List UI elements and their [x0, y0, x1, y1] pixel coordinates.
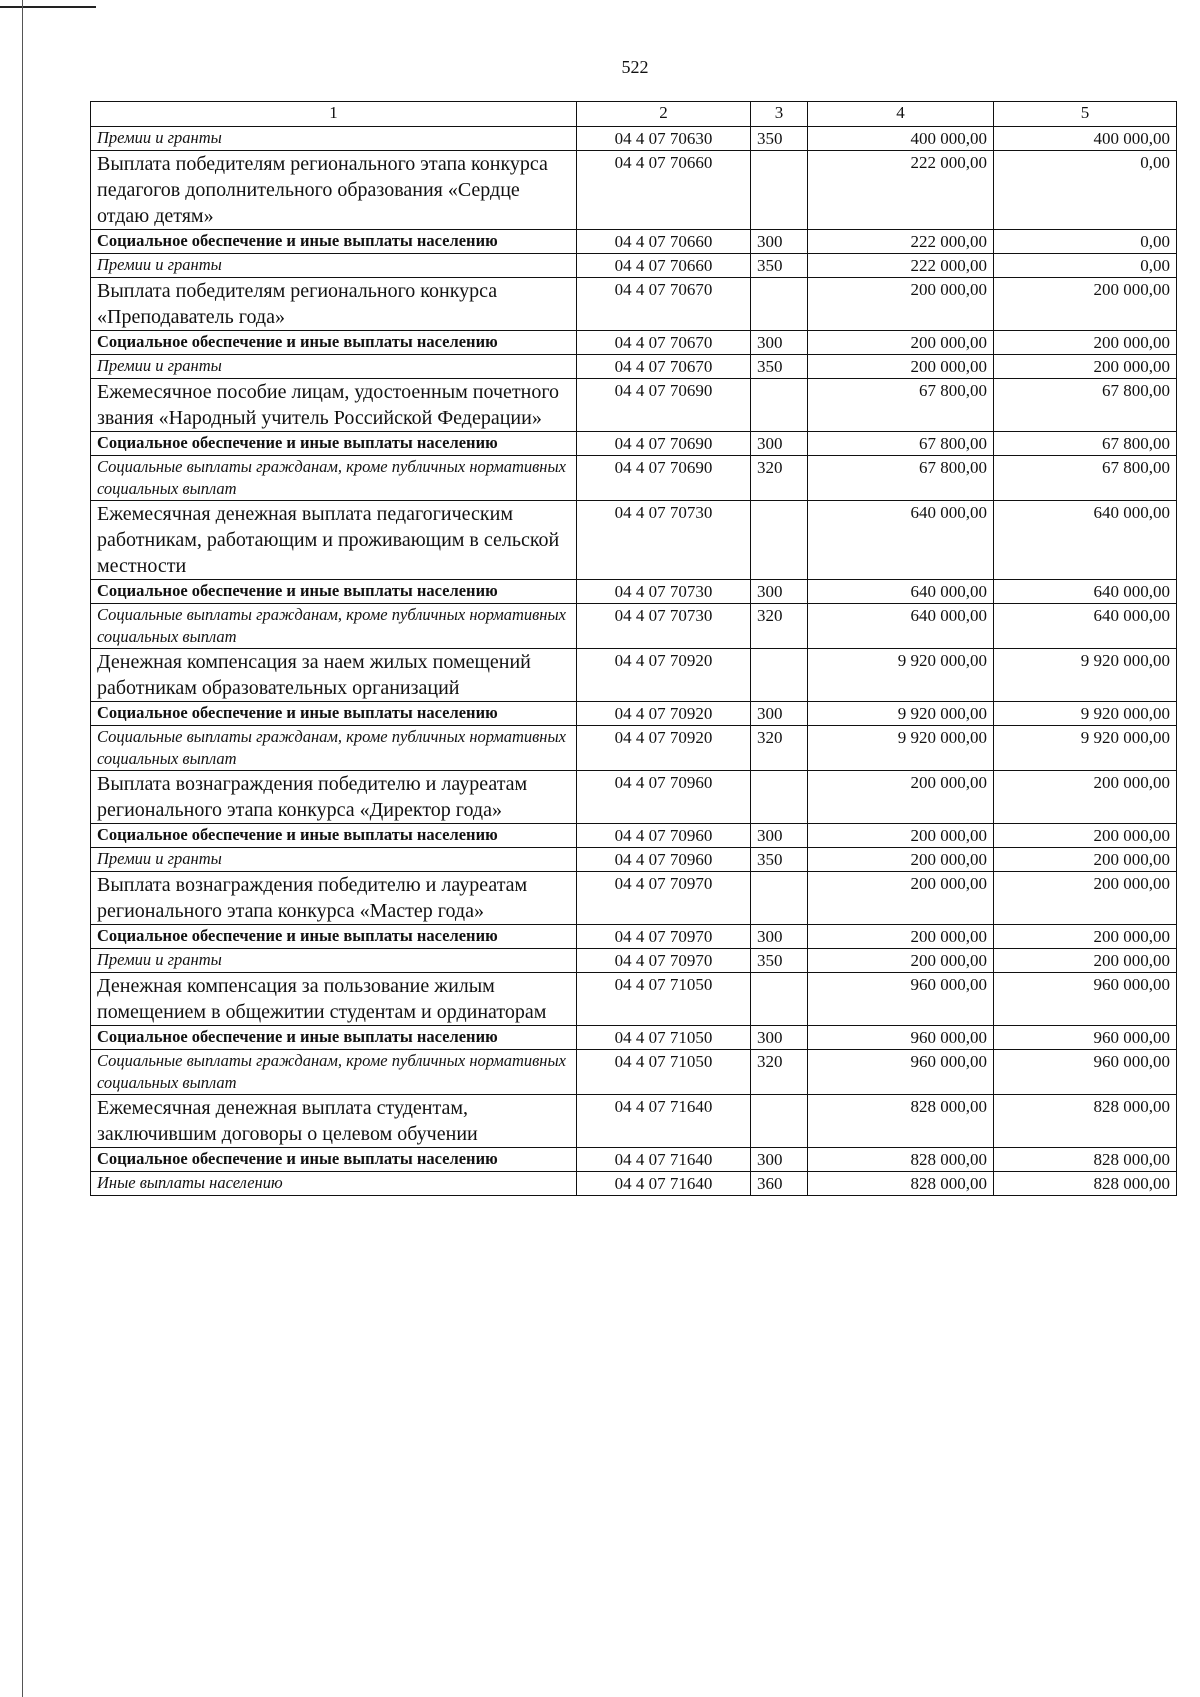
- row-name: Премии и гранты: [91, 848, 577, 872]
- row-expense-type: [751, 973, 808, 1026]
- table-row: [91, 604, 1177, 649]
- row-name: Выплата победителям регионального конкурса «Преподаватель года»: [91, 278, 577, 331]
- row-name: Социальные выплаты гражданам, кроме публичных нормативных социальных выплат: [91, 726, 577, 771]
- row-name: Выплата победителям регионального этапа конкурса педагогов дополнительного образования «Сердце отдаю детям»: [91, 151, 577, 230]
- budget-table: [90, 101, 1177, 1196]
- row-amount-year2: 0,00: [994, 254, 1177, 278]
- row-name: Денежная компенсация за пользование жилым помещением в общежитии студентам и ординаторам: [91, 973, 577, 1026]
- table-row: [91, 925, 1177, 949]
- table-row: [91, 230, 1177, 254]
- row-target-code: 04 4 07 70960: [577, 848, 751, 872]
- row-target-code: 04 4 07 70630: [577, 127, 751, 151]
- row-amount-year1: 67 800,00: [808, 456, 994, 501]
- row-amount-year1: 67 800,00: [808, 432, 994, 456]
- row-target-code: 04 4 07 71640: [577, 1148, 751, 1172]
- row-name: Социальное обеспечение и иные выплаты населению: [91, 925, 577, 949]
- row-amount-year2: 200 000,00: [994, 925, 1177, 949]
- row-target-code: 04 4 07 70970: [577, 949, 751, 973]
- row-name: Ежемесячная денежная выплата педагогическим работникам, работающим и проживающим в сельской местности: [91, 501, 577, 580]
- row-name: Социальное обеспечение и иные выплаты населению: [91, 1148, 577, 1172]
- row-amount-year1: 200 000,00: [808, 331, 994, 355]
- row-amount-year1: 960 000,00: [808, 973, 994, 1026]
- row-expense-type: [751, 771, 808, 824]
- table-row: [91, 1172, 1177, 1196]
- row-amount-year2: 960 000,00: [994, 1050, 1177, 1095]
- row-target-code: 04 4 07 70960: [577, 824, 751, 848]
- row-name: Социальное обеспечение и иные выплаты населению: [91, 1026, 577, 1050]
- row-amount-year2: 67 800,00: [994, 456, 1177, 501]
- row-amount-year1: 640 000,00: [808, 604, 994, 649]
- row-amount-year2: 67 800,00: [994, 432, 1177, 456]
- row-amount-year1: 200 000,00: [808, 355, 994, 379]
- row-expense-type: 300: [751, 1026, 808, 1050]
- row-name: Социальное обеспечение и иные выплаты населению: [91, 580, 577, 604]
- row-expense-type: 350: [751, 949, 808, 973]
- row-expense-type: [751, 501, 808, 580]
- row-target-code: 04 4 07 70690: [577, 432, 751, 456]
- row-target-code: 04 4 07 70920: [577, 649, 751, 702]
- column-number: 4: [808, 102, 994, 127]
- row-amount-year1: 828 000,00: [808, 1148, 994, 1172]
- row-target-code: 04 4 07 70970: [577, 872, 751, 925]
- row-target-code: 04 4 07 70670: [577, 355, 751, 379]
- row-amount-year1: 200 000,00: [808, 848, 994, 872]
- row-amount-year1: 222 000,00: [808, 230, 994, 254]
- table-row: [91, 1050, 1177, 1095]
- row-target-code: 04 4 07 70730: [577, 580, 751, 604]
- row-amount-year2: 200 000,00: [994, 949, 1177, 973]
- row-amount-year2: 200 000,00: [994, 771, 1177, 824]
- row-target-code: 04 4 07 70660: [577, 151, 751, 230]
- table-row: [91, 331, 1177, 355]
- row-target-code: 04 4 07 70730: [577, 501, 751, 580]
- row-amount-year1: 960 000,00: [808, 1050, 994, 1095]
- table-row: [91, 973, 1177, 1026]
- row-expense-type: [751, 1095, 808, 1148]
- row-target-code: 04 4 07 70960: [577, 771, 751, 824]
- table-row: [91, 151, 1177, 230]
- row-target-code: 04 4 07 70970: [577, 925, 751, 949]
- row-amount-year1: 9 920 000,00: [808, 702, 994, 726]
- row-amount-year1: 222 000,00: [808, 254, 994, 278]
- row-target-code: 04 4 07 70920: [577, 726, 751, 771]
- row-amount-year2: 200 000,00: [994, 872, 1177, 925]
- row-target-code: 04 4 07 70670: [577, 331, 751, 355]
- table-row: [91, 379, 1177, 432]
- table-row: [91, 726, 1177, 771]
- row-amount-year2: 960 000,00: [994, 1026, 1177, 1050]
- row-amount-year2: 640 000,00: [994, 580, 1177, 604]
- row-expense-type: 350: [751, 254, 808, 278]
- row-amount-year2: 828 000,00: [994, 1148, 1177, 1172]
- row-amount-year2: 9 920 000,00: [994, 649, 1177, 702]
- row-amount-year1: 640 000,00: [808, 580, 994, 604]
- table-row: [91, 949, 1177, 973]
- row-expense-type: [751, 872, 808, 925]
- row-name: Премии и гранты: [91, 254, 577, 278]
- row-expense-type: 300: [751, 432, 808, 456]
- row-name: Социальное обеспечение и иные выплаты населению: [91, 432, 577, 456]
- row-target-code: 04 4 07 70690: [577, 456, 751, 501]
- row-expense-type: 300: [751, 925, 808, 949]
- row-expense-type: 350: [751, 355, 808, 379]
- row-expense-type: 350: [751, 127, 808, 151]
- row-amount-year1: 828 000,00: [808, 1095, 994, 1148]
- table-row: [91, 1148, 1177, 1172]
- row-amount-year1: 200 000,00: [808, 949, 994, 973]
- table-row: [91, 127, 1177, 151]
- row-name: Ежемесячная денежная выплата студентам, заключившим договоры о целевом обучении: [91, 1095, 577, 1148]
- row-expense-type: 300: [751, 1148, 808, 1172]
- row-amount-year2: 0,00: [994, 230, 1177, 254]
- row-amount-year1: 9 920 000,00: [808, 649, 994, 702]
- row-expense-type: [751, 379, 808, 432]
- table-row: [91, 872, 1177, 925]
- table-row: [91, 456, 1177, 501]
- row-amount-year2: 200 000,00: [994, 331, 1177, 355]
- table-row: [91, 824, 1177, 848]
- row-target-code: 04 4 07 71050: [577, 1026, 751, 1050]
- row-amount-year2: 640 000,00: [994, 604, 1177, 649]
- row-name: Ежемесячное пособие лицам, удостоенным почетного звания «Народный учитель Российской Федерации»: [91, 379, 577, 432]
- row-expense-type: 300: [751, 331, 808, 355]
- row-amount-year2: 0,00: [994, 151, 1177, 230]
- row-amount-year1: 200 000,00: [808, 278, 994, 331]
- row-amount-year1: 67 800,00: [808, 379, 994, 432]
- row-target-code: 04 4 07 71050: [577, 1050, 751, 1095]
- table-row: [91, 702, 1177, 726]
- table-row: [91, 848, 1177, 872]
- row-name: Социальное обеспечение и иные выплаты населению: [91, 702, 577, 726]
- row-amount-year1: 200 000,00: [808, 925, 994, 949]
- row-target-code: 04 4 07 70660: [577, 254, 751, 278]
- row-name: Премии и гранты: [91, 127, 577, 151]
- row-name: Социальное обеспечение и иные выплаты населению: [91, 331, 577, 355]
- row-amount-year2: 640 000,00: [994, 501, 1177, 580]
- row-target-code: 04 4 07 70670: [577, 278, 751, 331]
- row-name: Социальное обеспечение и иные выплаты населению: [91, 230, 577, 254]
- row-amount-year2: 400 000,00: [994, 127, 1177, 151]
- column-number: 2: [577, 102, 751, 127]
- row-target-code: 04 4 07 70660: [577, 230, 751, 254]
- column-number: 1: [91, 102, 577, 127]
- row-expense-type: 320: [751, 726, 808, 771]
- row-target-code: 04 4 07 71050: [577, 973, 751, 1026]
- row-amount-year1: 200 000,00: [808, 771, 994, 824]
- row-amount-year2: 9 920 000,00: [994, 726, 1177, 771]
- table-row: [91, 501, 1177, 580]
- row-target-code: 04 4 07 70690: [577, 379, 751, 432]
- page-number: 522: [621, 57, 649, 77]
- row-expense-type: [751, 278, 808, 331]
- row-amount-year2: 200 000,00: [994, 848, 1177, 872]
- column-number: 3: [751, 102, 808, 127]
- row-expense-type: 320: [751, 604, 808, 649]
- row-amount-year2: 828 000,00: [994, 1172, 1177, 1196]
- column-number: 5: [994, 102, 1177, 127]
- row-target-code: 04 4 07 70730: [577, 604, 751, 649]
- row-amount-year1: 200 000,00: [808, 824, 994, 848]
- row-expense-type: [751, 151, 808, 230]
- table-row: [91, 1026, 1177, 1050]
- table-row: [91, 649, 1177, 702]
- row-expense-type: [751, 649, 808, 702]
- row-amount-year2: 200 000,00: [994, 355, 1177, 379]
- row-expense-type: 320: [751, 456, 808, 501]
- row-name: Социальное обеспечение и иные выплаты населению: [91, 824, 577, 848]
- scan-edge-mark: [0, 6, 96, 8]
- row-expense-type: 360: [751, 1172, 808, 1196]
- row-name: Социальные выплаты гражданам, кроме публичных нормативных социальных выплат: [91, 1050, 577, 1095]
- row-amount-year1: 640 000,00: [808, 501, 994, 580]
- budget-table-body: [91, 102, 1177, 1196]
- row-name: Социальные выплаты гражданам, кроме публичных нормативных социальных выплат: [91, 456, 577, 501]
- row-expense-type: 300: [751, 580, 808, 604]
- row-name: Социальные выплаты гражданам, кроме публичных нормативных социальных выплат: [91, 604, 577, 649]
- row-name: Денежная компенсация за наем жилых помещений работникам образовательных организаций: [91, 649, 577, 702]
- row-expense-type: 320: [751, 1050, 808, 1095]
- row-target-code: 04 4 07 71640: [577, 1095, 751, 1148]
- row-expense-type: 300: [751, 824, 808, 848]
- row-amount-year2: 828 000,00: [994, 1095, 1177, 1148]
- table-row: [91, 278, 1177, 331]
- row-amount-year2: 9 920 000,00: [994, 702, 1177, 726]
- column-number-row: [91, 102, 1177, 127]
- row-name: Иные выплаты населению: [91, 1172, 577, 1196]
- row-name: Премии и гранты: [91, 355, 577, 379]
- table-row: [91, 355, 1177, 379]
- row-amount-year1: 9 920 000,00: [808, 726, 994, 771]
- table-row: [91, 580, 1177, 604]
- row-amount-year1: 960 000,00: [808, 1026, 994, 1050]
- scan-margin-line: [22, 0, 23, 1697]
- row-amount-year2: 67 800,00: [994, 379, 1177, 432]
- row-expense-type: 300: [751, 702, 808, 726]
- table-row: [91, 254, 1177, 278]
- row-amount-year1: 222 000,00: [808, 151, 994, 230]
- table-row: [91, 771, 1177, 824]
- row-expense-type: 350: [751, 848, 808, 872]
- table-row: [91, 1095, 1177, 1148]
- row-amount-year1: 828 000,00: [808, 1172, 994, 1196]
- row-name: Премии и гранты: [91, 949, 577, 973]
- row-amount-year2: 200 000,00: [994, 824, 1177, 848]
- row-expense-type: 300: [751, 230, 808, 254]
- row-amount-year1: 400 000,00: [808, 127, 994, 151]
- row-target-code: 04 4 07 70920: [577, 702, 751, 726]
- row-target-code: 04 4 07 71640: [577, 1172, 751, 1196]
- row-amount-year2: 960 000,00: [994, 973, 1177, 1026]
- row-amount-year1: 200 000,00: [808, 872, 994, 925]
- row-name: Выплата вознаграждения победителю и лауреатам регионального этапа конкурса «Мастер года»: [91, 872, 577, 925]
- row-amount-year2: 200 000,00: [994, 278, 1177, 331]
- table-row: [91, 432, 1177, 456]
- row-name: Выплата вознаграждения победителю и лауреатам регионального этапа конкурса «Директор года»: [91, 771, 577, 824]
